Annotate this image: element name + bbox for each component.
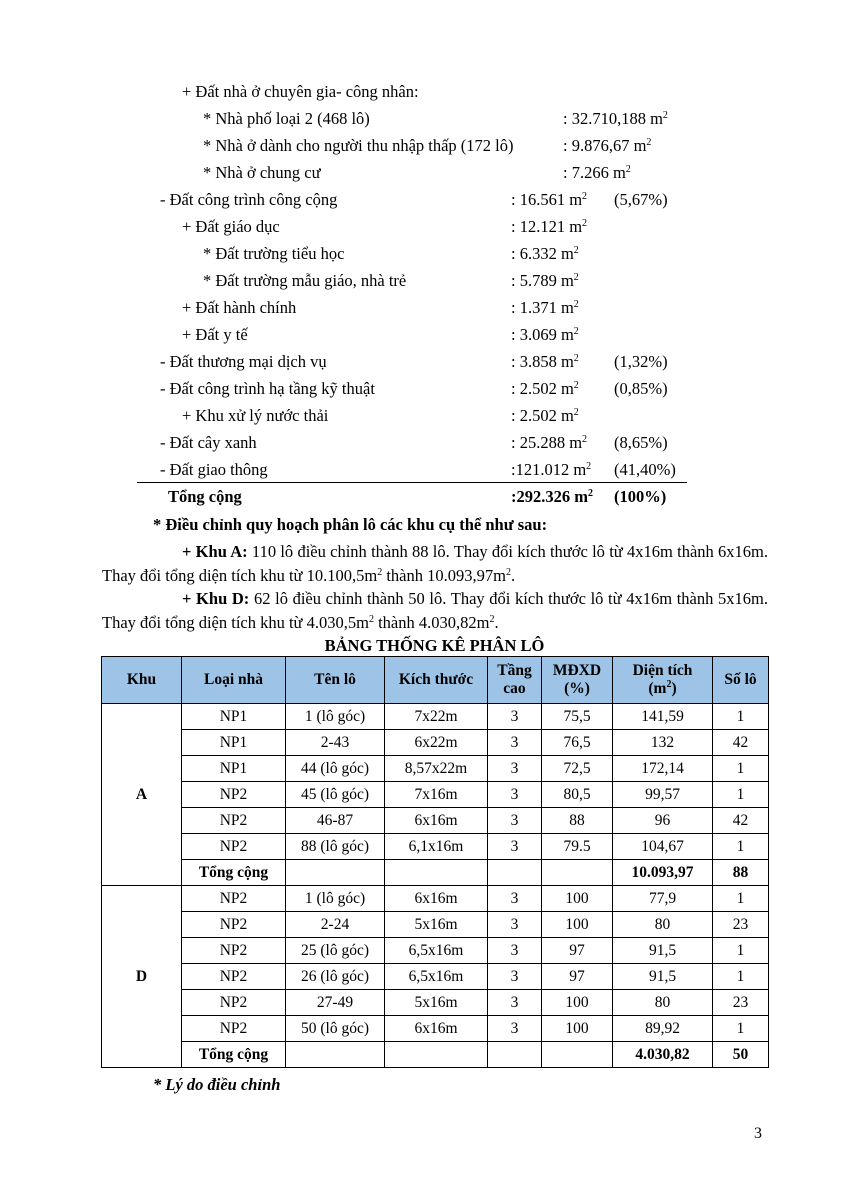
cell-empty	[286, 860, 385, 886]
cell-kich-thuoc: 6x16m	[385, 1016, 488, 1042]
land-item-value: : 5.789 $m^2$	[511, 271, 579, 290]
land-item-value: : 1.371 $m^2$	[511, 298, 579, 317]
cell-tang-cao: 3	[488, 704, 542, 730]
cell-ten-lo: 44 (lô góc)	[286, 756, 385, 782]
table-row	[102, 834, 769, 860]
zone-d-paragraph: + Khu D: 62 lô điều chỉnh thành 50 lô. Thay đổi kích thước lô từ 4x16m thành 5x16m. Thay đổi tổng diện tích khu từ $4.030,5m^2$ thành $4.030,82m^2$.	[102, 589, 768, 632]
table-title: BẢNG THỐNG KÊ PHÂN LÔ	[324, 636, 545, 655]
col-header-tang-cao: Tầng cao	[488, 657, 542, 704]
cell-empty	[542, 860, 613, 886]
col-header-mdxd: MĐXD (%)	[542, 657, 613, 704]
cell-loai-nha: NP1	[182, 756, 286, 782]
zone-a-lead: + Khu A:	[182, 542, 248, 561]
cell-tang-cao: 3	[488, 912, 542, 938]
cell-kich-thuoc: 6,5x16m	[385, 938, 488, 964]
land-item-value: : 6.332 $m^2$	[511, 244, 579, 263]
land-item-value: : 12.121 $m^2$	[511, 217, 588, 236]
cell-ten-lo: 25 (lô góc)	[286, 938, 385, 964]
cell-loai-nha: NP2	[182, 782, 286, 808]
housing-header: + Đất nhà ở chuyên gia- công nhân:	[182, 82, 419, 101]
cell-mdxd: 79.5	[542, 834, 613, 860]
zone-a-cell: A	[102, 704, 182, 886]
land-item-value: : 32.710,188 $m^2$	[563, 109, 668, 128]
cell-kich-thuoc: 6x16m	[385, 808, 488, 834]
cell-loai-nha: NP2	[182, 938, 286, 964]
cell-so-lo: 1	[713, 704, 769, 730]
land-item-value: : 9.876,67 $m^2$	[563, 136, 652, 155]
cell-so-lo: 23	[713, 990, 769, 1016]
cell-loai-nha: NP2	[182, 964, 286, 990]
cell-kich-thuoc: 6x22m	[385, 730, 488, 756]
cell-empty	[488, 1042, 542, 1068]
cell-so-lo: 42	[713, 808, 769, 834]
land-item-value: : 7.266 $m^2$	[563, 163, 631, 182]
land-item-label: - Đất công trình công cộng	[160, 190, 338, 209]
land-item-label: + Khu xử lý nước thải	[182, 406, 329, 425]
cell-loai-nha: NP2	[182, 1016, 286, 1042]
land-item-value: : 3.069 $m^2$	[511, 325, 579, 344]
land-item-percent: (5,67%)	[614, 190, 668, 209]
cell-tang-cao: 3	[488, 756, 542, 782]
cell-ten-lo: 26 (lô góc)	[286, 964, 385, 990]
cell-total-label: Tổng cộng	[182, 1042, 286, 1068]
land-item-label: * Đất trường mẫu giáo, nhà trẻ	[203, 271, 407, 290]
cell-dien-tich: 80	[613, 912, 713, 938]
land-total-percent: (100%)	[614, 487, 667, 506]
cell-total-lots: 50	[713, 1042, 769, 1068]
cell-tang-cao: 3	[488, 834, 542, 860]
cell-dien-tich: 96	[613, 808, 713, 834]
cell-so-lo: 42	[713, 730, 769, 756]
cell-tang-cao: 3	[488, 964, 542, 990]
cell-tang-cao: 3	[488, 886, 542, 912]
cell-tang-cao: 3	[488, 1016, 542, 1042]
adjustment-heading: * Điều chỉnh quy hoạch phân lô các khu cụ thể như sau:	[153, 515, 548, 534]
cell-loai-nha: NP2	[182, 886, 286, 912]
table-row	[102, 808, 769, 834]
page-number: 3	[754, 1125, 762, 1142]
cell-dien-tich: 172,14	[613, 756, 713, 782]
land-item-value: : 3.858 $m^2$	[511, 352, 579, 371]
table-row	[102, 730, 769, 756]
cell-kich-thuoc: 7x22m	[385, 704, 488, 730]
cell-dien-tich: 77,9	[613, 886, 713, 912]
table-row	[102, 990, 769, 1016]
cell-tang-cao: 3	[488, 730, 542, 756]
land-item-percent: (1,32%)	[614, 352, 668, 371]
cell-dien-tich: 91,5	[613, 938, 713, 964]
land-item-label: * Nhà ở dành cho người thu nhập thấp (172 lô)	[203, 136, 514, 155]
cell-tang-cao: 3	[488, 782, 542, 808]
table-row	[102, 756, 769, 782]
land-total-value: :292.326 $m^2$	[511, 487, 593, 506]
cell-loai-nha: NP1	[182, 730, 286, 756]
col-header-loai-nha: Loại nhà	[182, 657, 286, 704]
cell-dien-tich: 80	[613, 990, 713, 1016]
land-item-value: : 25.288 $m^2$	[511, 433, 588, 452]
cell-kich-thuoc: 6,1x16m	[385, 834, 488, 860]
table-row	[102, 886, 769, 912]
cell-ten-lo: 46-87	[286, 808, 385, 834]
cell-so-lo: 1	[713, 1016, 769, 1042]
cell-ten-lo: 45 (lô góc)	[286, 782, 385, 808]
cell-empty	[542, 1042, 613, 1068]
land-item-label: + Đất y tế	[182, 325, 248, 344]
cell-total-label: Tổng cộng	[182, 860, 286, 886]
cell-mdxd: 88	[542, 808, 613, 834]
table-total-row	[102, 860, 769, 886]
cell-dien-tich: 104,67	[613, 834, 713, 860]
land-item-percent: (41,40%)	[614, 460, 676, 479]
cell-mdxd: 100	[542, 912, 613, 938]
col-header-kich-thuoc: Kích thước	[385, 657, 488, 704]
land-item-value: : 2.502 $m^2$	[511, 379, 579, 398]
cell-empty	[385, 1042, 488, 1068]
cell-so-lo: 1	[713, 782, 769, 808]
cell-ten-lo: 88 (lô góc)	[286, 834, 385, 860]
cell-dien-tich: 99,57	[613, 782, 713, 808]
cell-loai-nha: NP2	[182, 834, 286, 860]
table-total-row	[102, 1042, 769, 1068]
cell-tang-cao: 3	[488, 938, 542, 964]
cell-kich-thuoc: 8,57x22m	[385, 756, 488, 782]
land-item-label: * Nhà ở chung cư	[203, 163, 321, 182]
cell-mdxd: 100	[542, 990, 613, 1016]
cell-tang-cao: 3	[488, 990, 542, 1016]
land-item-percent: (0,85%)	[614, 379, 668, 398]
zone-a-paragraph: + Khu A: 110 lô điều chỉnh thành 88 lô. Thay đổi kích thước lô từ 4x16m thành 6x16m. Thay đổi tổng diện tích khu từ $10.100,5m^2$ thành $10.093,97m^2$.	[102, 542, 769, 585]
land-item-percent: (8,65%)	[614, 433, 668, 452]
col-header-ten-lo: Tên lô	[286, 657, 385, 704]
land-item-value: :121.012 $m^2$	[511, 460, 592, 479]
land-item-value: : 16.561 $m^2$	[511, 190, 588, 209]
cell-empty	[286, 1042, 385, 1068]
cell-mdxd: 97	[542, 964, 613, 990]
cell-kich-thuoc: 6,5x16m	[385, 964, 488, 990]
cell-so-lo: 1	[713, 756, 769, 782]
land-item-label: * Nhà phố loại 2 (468 lô)	[203, 109, 370, 128]
land-total-label: Tổng cộng	[168, 487, 242, 506]
cell-total-lots: 88	[713, 860, 769, 886]
cell-so-lo: 1	[713, 938, 769, 964]
cell-kich-thuoc: 6x16m	[385, 886, 488, 912]
zone-d-lead: + Khu D:	[182, 589, 250, 608]
land-item-label: + Đất giáo dục	[182, 217, 280, 236]
table-header-row	[102, 657, 769, 704]
cell-ten-lo: 2-43	[286, 730, 385, 756]
cell-total-area: 10.093,97	[613, 860, 713, 886]
cell-ten-lo: 1 (lô góc)	[286, 886, 385, 912]
cell-mdxd: 100	[542, 886, 613, 912]
cell-loai-nha: NP2	[182, 990, 286, 1016]
cell-loai-nha: NP2	[182, 808, 286, 834]
cell-kich-thuoc: 5x16m	[385, 912, 488, 938]
cell-so-lo: 1	[713, 886, 769, 912]
cell-kich-thuoc: 7x16m	[385, 782, 488, 808]
cell-mdxd: 80,5	[542, 782, 613, 808]
table-row	[102, 912, 769, 938]
cell-ten-lo: 27-49	[286, 990, 385, 1016]
cell-ten-lo: 50 (lô góc)	[286, 1016, 385, 1042]
cell-empty	[488, 860, 542, 886]
cell-dien-tich: 132	[613, 730, 713, 756]
cell-dien-tich: 89,92	[613, 1016, 713, 1042]
cell-mdxd: 75,5	[542, 704, 613, 730]
land-item-label: - Đất giao thông	[160, 460, 268, 479]
lot-statistics-table	[101, 656, 769, 1068]
reason-heading: * Lý do điều chỉnh	[153, 1075, 281, 1094]
cell-ten-lo: 1 (lô góc)	[286, 704, 385, 730]
land-item-label: * Đất trường tiểu học	[203, 244, 345, 263]
table-row	[102, 964, 769, 990]
zone-d-cell: D	[102, 886, 182, 1068]
land-item-label: - Đất công trình hạ tầng kỹ thuật	[160, 379, 375, 398]
cell-empty	[385, 860, 488, 886]
land-item-label: + Đất hành chính	[182, 298, 297, 317]
land-item-value: : 2.502 $m^2$	[511, 406, 579, 425]
cell-total-area: 4.030,82	[613, 1042, 713, 1068]
cell-tang-cao: 3	[488, 808, 542, 834]
land-item-label: - Đất cây xanh	[160, 433, 257, 452]
cell-so-lo: 23	[713, 912, 769, 938]
table-row	[102, 1016, 769, 1042]
cell-dien-tich: 141,59	[613, 704, 713, 730]
cell-ten-lo: 2-24	[286, 912, 385, 938]
col-header-khu: Khu	[102, 657, 182, 704]
land-item-label: - Đất thương mại dịch vụ	[160, 352, 327, 371]
cell-so-lo: 1	[713, 964, 769, 990]
table-row	[102, 938, 769, 964]
cell-mdxd: 100	[542, 1016, 613, 1042]
col-header-dien-tich: Diện tích $(m^2)$	[613, 657, 713, 704]
cell-mdxd: 72,5	[542, 756, 613, 782]
cell-so-lo: 1	[713, 834, 769, 860]
cell-mdxd: 97	[542, 938, 613, 964]
col-header-so-lo: Số lô	[713, 657, 769, 704]
table-row	[102, 704, 769, 730]
cell-mdxd: 76,5	[542, 730, 613, 756]
table-row	[102, 782, 769, 808]
cell-loai-nha: NP2	[182, 912, 286, 938]
total-divider	[137, 482, 687, 483]
cell-dien-tich: 91,5	[613, 964, 713, 990]
cell-kich-thuoc: 5x16m	[385, 990, 488, 1016]
cell-loai-nha: NP1	[182, 704, 286, 730]
